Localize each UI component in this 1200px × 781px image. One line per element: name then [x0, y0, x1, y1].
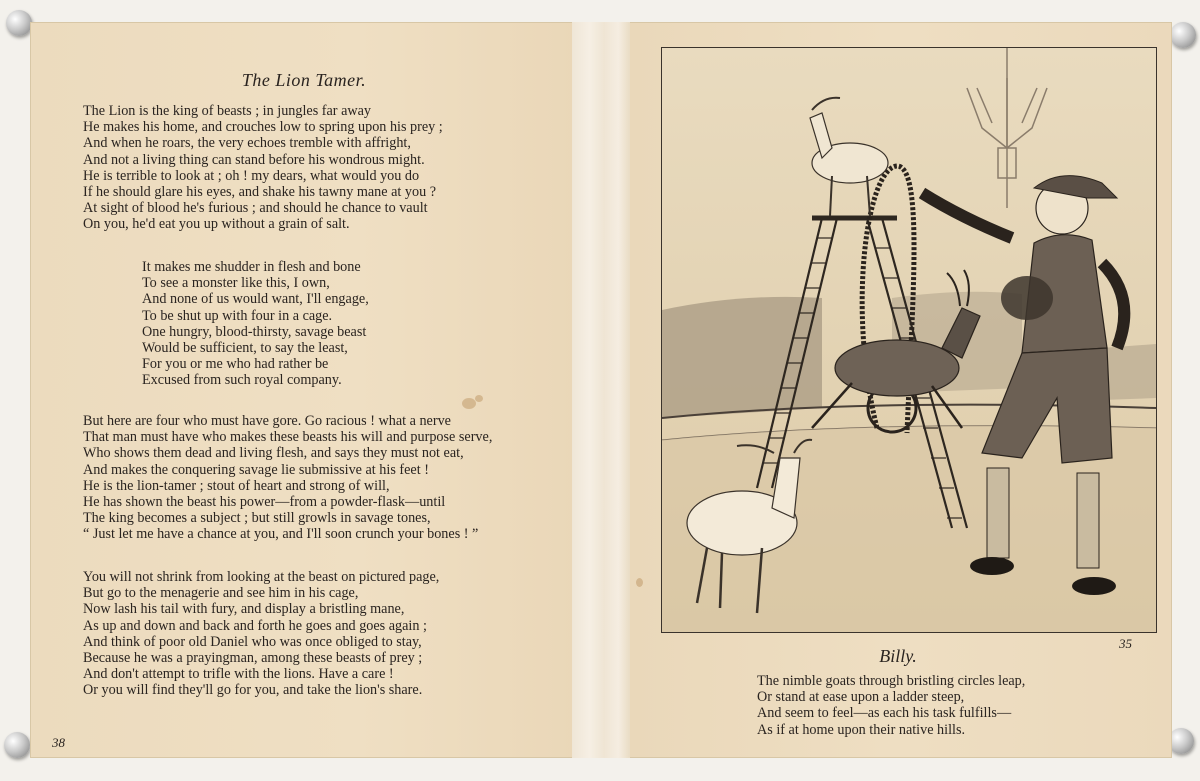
verse-line: Who shows them dead and living flesh, and says they must not eat, [83, 445, 464, 462]
verse-line: Excused from such royal company. [142, 372, 342, 389]
verse-line: He has shown the beast his power—from a powder-flask—until [83, 494, 446, 511]
verse-line: The nimble goats through bristling circles leap, [757, 673, 1026, 689]
verse-line: It makes me shudder in flesh and bone [142, 259, 361, 275]
verse-line: You will not shrink from looking at the beast on pictured page, [83, 569, 440, 585]
verse-line: Now lash his tail with fury, and display a bristling mane, [83, 601, 405, 618]
verse-line: “ Just let me have a chance at you, and I'll soon crunch your bones ! ” [83, 526, 479, 543]
verse-line: At sight of blood he's furious ; and should he chance to vault [83, 200, 428, 217]
verse-line: Because he was a prayingman, among these beasts of prey ; [83, 650, 423, 667]
verse-line: Or you will find they'll go for you, and take the lion's share. [83, 682, 423, 699]
verse-line: On you, he'd eat you up without a grain of salt. [83, 216, 350, 233]
stanza-1 [83, 103, 443, 233]
verse-line: Or stand at ease upon a ladder steep, [757, 689, 965, 706]
pin-top-right [1170, 22, 1196, 48]
verse-line: He makes his home, and crouches low to spring upon his prey ; [83, 119, 443, 136]
verse-line: For you or me who had rather be [142, 356, 329, 373]
pin-bottom-left [4, 732, 30, 758]
verse-line: But go to the menagerie and see him in his cage, [83, 585, 359, 602]
verse-line: And makes the conquering savage lie submissive at his feet ! [83, 461, 429, 478]
stanza-3 [83, 413, 492, 543]
verse-line: And when he roars, the very echoes tremble with affright, [83, 135, 411, 152]
verse-line: The king becomes a subject ; but still growls in savage tones, [83, 510, 431, 527]
verse-line: As if at home upon their native hills. [757, 721, 966, 738]
verse-line: To be shut up with four in a cage. [142, 307, 333, 324]
book-gutter [572, 22, 630, 758]
foxing-spot [462, 398, 476, 409]
verse-line: Would be sufficient, to say the least, [142, 340, 348, 357]
verse-line: One hungry, blood-thirsty, savage beast [142, 323, 367, 340]
illustration-caption-title: Billy. [879, 646, 917, 666]
right-page-number: 35 [1119, 636, 1132, 651]
left-page-number: 38 [52, 735, 65, 750]
verse-line: That man must have who makes these beasts his will and purpose serve, [83, 429, 493, 446]
stanza-2 [142, 259, 369, 389]
verse-line: And don't attempt to trifle with the lions. Have a care ! [83, 666, 394, 683]
foxing-spot [636, 578, 643, 587]
illustration-plate [661, 47, 1157, 633]
verse-line: He is terrible to look at ; oh ! my dears, what would you do [83, 167, 420, 184]
verse-line: And seem to feel—as each his task fulfills— [757, 705, 1012, 722]
verse-line: To see a monster like this, I own, [142, 275, 330, 292]
verse-line: And none of us would want, I'll engage, [142, 291, 369, 308]
foxing-spot [475, 395, 483, 402]
verse-line: If he should glare his eyes, and shake his tawny mane at you ? [83, 184, 437, 201]
verse-line: He is the lion-tamer ; stout of heart and strong of will, [83, 477, 390, 494]
verse-line: And think of poor old Daniel who was once obliged to stay, [83, 633, 422, 650]
pin-top-left [6, 10, 32, 36]
verse-line: As up and down and back and forth he goes and goes again ; [83, 617, 427, 634]
goat-circus-illustration [662, 48, 1156, 632]
verse-line: The Lion is the king of beasts ; in jungles far away [83, 103, 372, 119]
verse-line: But here are four who must have gore. Go racious ! what a nerve [83, 413, 451, 429]
caption-verse [757, 673, 1025, 738]
stanza-4 [83, 569, 439, 699]
poem-title: The Lion Tamer. [241, 70, 367, 90]
verse-line: And not a living thing can stand before his wondrous might. [83, 151, 425, 168]
